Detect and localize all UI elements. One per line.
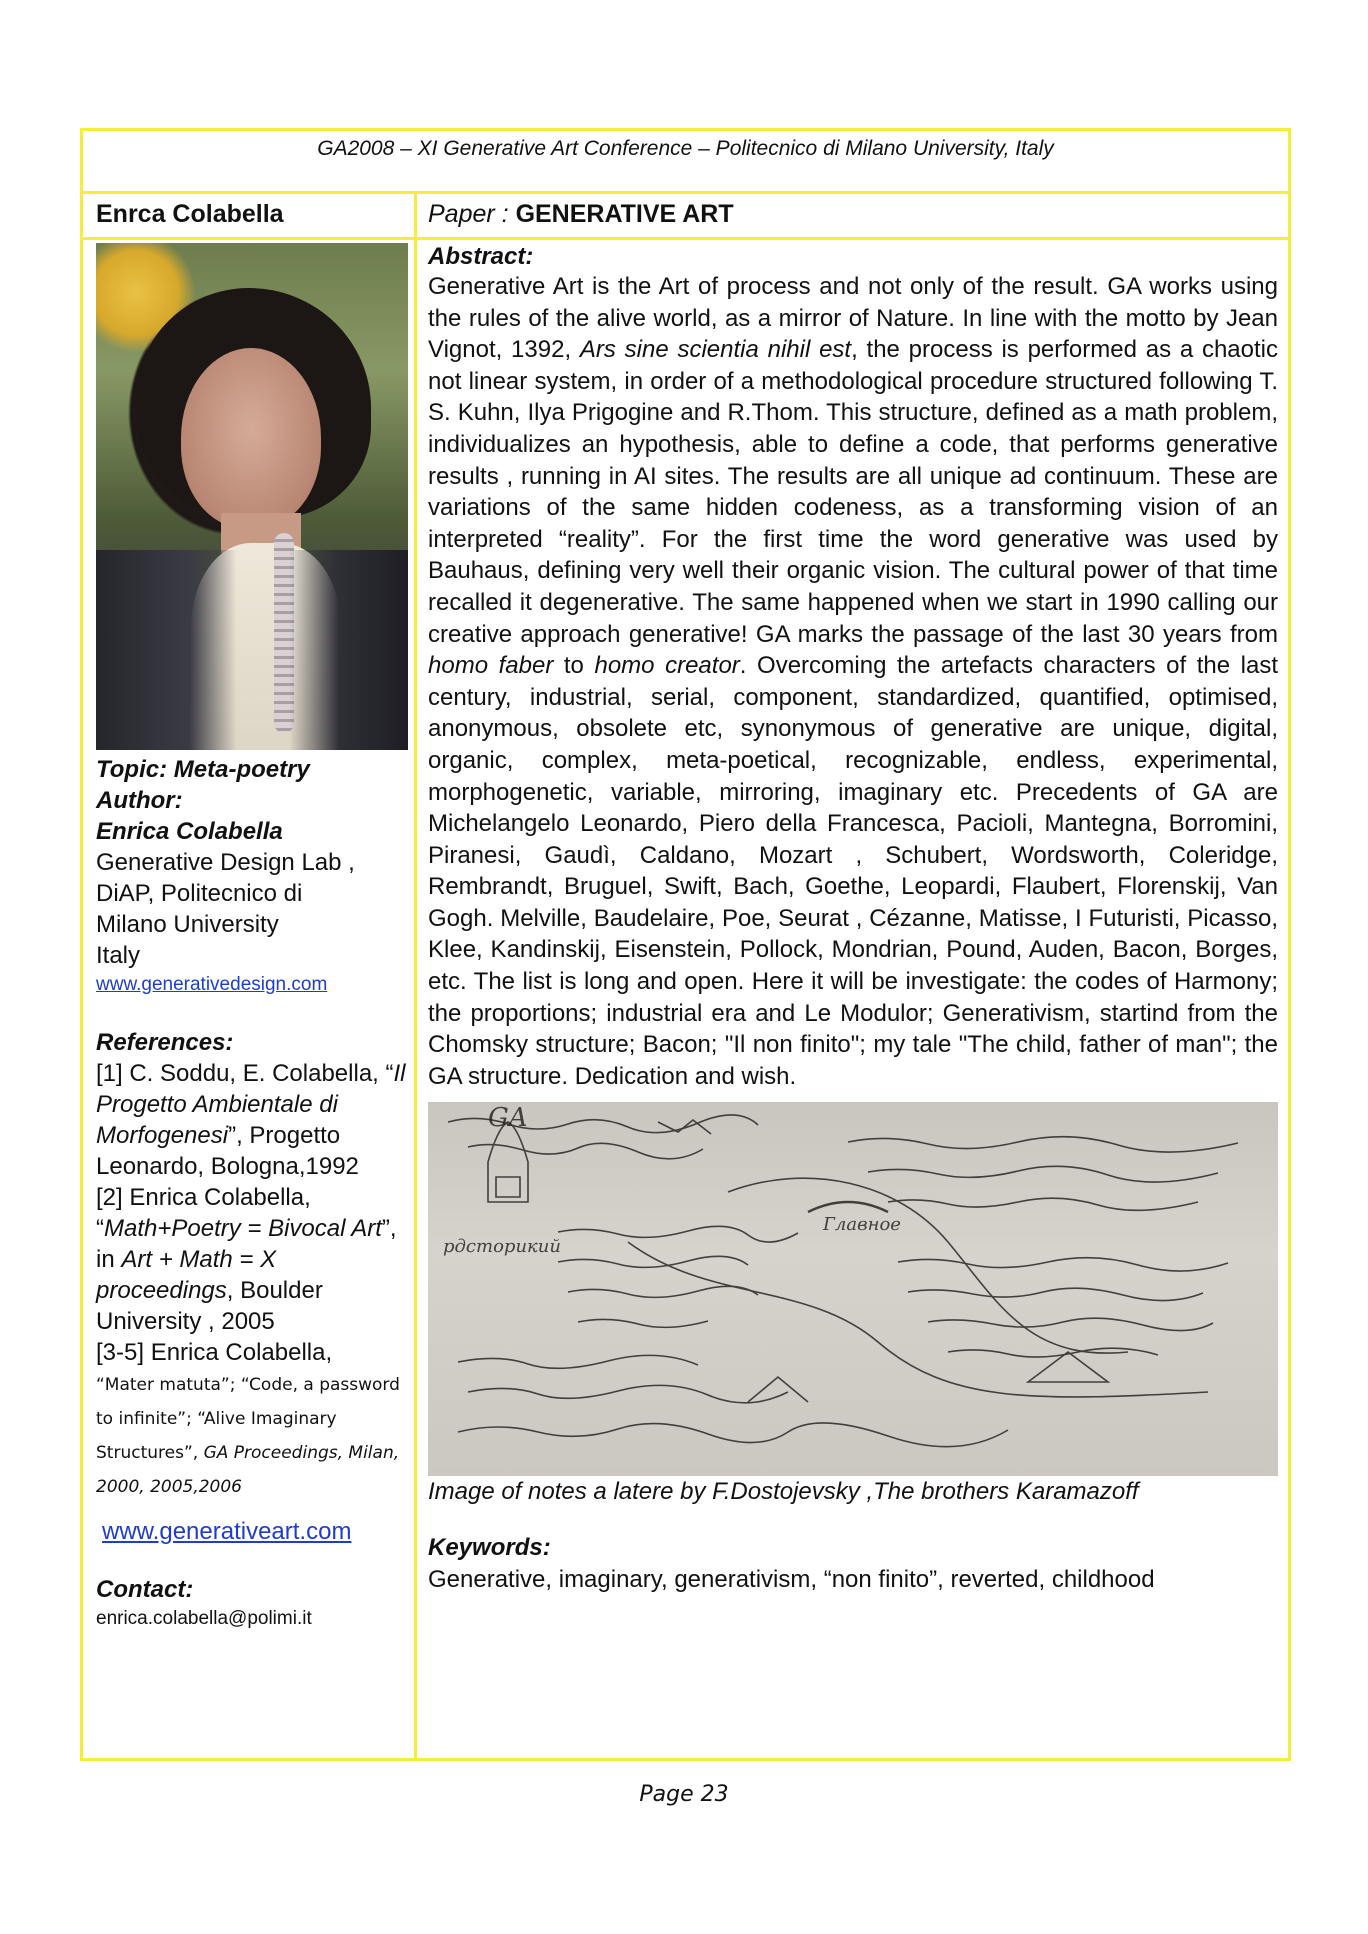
image-caption: Image of notes a latere by F.Dostojevsky ,The brothers Karamazoff	[428, 1478, 1139, 1506]
abstract-text: Ars sine scientia nihil est	[579, 336, 852, 364]
manuscript-image	[428, 1102, 1278, 1476]
keywords-heading: Keywords:	[428, 1534, 551, 1562]
affiliation-line: Italy	[96, 942, 141, 969]
contact-heading: Contact:	[96, 1576, 194, 1603]
svg-text:GA: GA	[488, 1103, 528, 1134]
author-label: Author:	[96, 787, 183, 814]
paper-title: GENERATIVE ART	[515, 200, 734, 228]
affiliation	[96, 847, 408, 971]
author-photo	[96, 243, 408, 750]
abstract-text: Generative Art is the Art of process and not only of the result. GA works using the rules of the alive world, as a mirror of Nature. In line with the motto by Jean Vignot, 1392,	[428, 273, 1278, 364]
author-name: Enrica Colabella	[96, 818, 283, 845]
page-table	[80, 128, 1291, 1761]
generativeart-link[interactable]: www.generativeart.com	[102, 1518, 352, 1545]
affiliation-line: DiAP, Politecnico di	[96, 880, 303, 907]
keywords-text: Generative, imaginary, generativism, “non finito”, reverted, childhood	[428, 1566, 1155, 1594]
column-divider	[414, 194, 417, 1758]
svg-text:Главное: Главное	[823, 1214, 901, 1236]
affiliation-line: Generative Design Lab ,	[96, 849, 355, 876]
topic-label: Topic: Meta-poetry	[96, 756, 310, 783]
reference-3: [3-5] Enrica Colabella, “Mater matuta”; “Code, a password to infinite”; “Alive Imaginary Structures”, GA Proceedings, Milan, 2000, 2005,2006	[96, 1339, 400, 1497]
affiliation-line: Milano University	[96, 911, 279, 938]
reference-1: [1] C. Soddu, E. Colabella, “Il Progetto Ambientale di Morfogenesi”, Progetto Leonardo, Bologna,1992	[96, 1060, 406, 1180]
abstract-text: to	[553, 652, 595, 680]
abstract-text: homo faber	[428, 652, 554, 680]
references-heading: References:	[96, 1029, 234, 1056]
author-heading: Enrca Colabella	[96, 200, 284, 228]
reference-2: [2] Enrica Colabella, “Math+Poetry = Bivocal Art”, in Art + Math = X proceedings, Boulder University , 2005	[96, 1184, 397, 1335]
abstract-text: homo creator	[594, 652, 740, 680]
abstract-heading: Abstract:	[428, 243, 534, 270]
conference-header: GA2008 – XI Generative Art Conference – Politecnico di Milano University, Italy	[83, 131, 1288, 194]
abstract-body	[428, 271, 1278, 1092]
svg-text:рдсторикий: рдсторикий	[443, 1236, 561, 1258]
references-list	[96, 1058, 408, 1504]
abstract-text: . Overcoming the artefacts characters of the last century, industrial, serial, component, standardized, quantified, optimised, anonymous, obsolete etc, synonymous of generative are unique, digital, organic, complex, meta-poetical, recognizable, endless, experimental, morphogenetic, variable, mirroring, imaginary etc. Precedents of GA are Michelangelo Leonardo, Piero della Francesca, Pacioli, Mantegna, Borromini, Piranesi, Gaudì, Caldano, Mozart , Schubert, Wordsworth, Coleridge, Rembrandt, Bruguel, Swift, Bach, Goethe, Leopardi, Flaubert, Florenskij, Van Gogh. Melville, Baudelaire, Poe, Seurat , Cézanne, Matisse, I Futuristi, Picasso, Klee, Kandinskij, Eisenstein, Pollock, Mondrian, Pound, Auden, Bacon, Borges, etc. The list is long and open. Here it will be investigate: the codes of Harmony; the proportions; industrial era and Le Modulor; Generativism, startind from the Chomsky structure; Bacon; "Il non finito"; my tale "The child, father of man"; the GA structure. Dedication and wish.	[428, 652, 1279, 1090]
paper-title-line	[428, 200, 734, 229]
left-column	[96, 243, 408, 1633]
contact-email: enrica.colabella@polimi.it	[96, 1608, 312, 1629]
right-column	[428, 243, 1278, 1596]
website-link[interactable]: www.generativedesign.com	[96, 974, 328, 995]
paper-prefix: Paper :	[428, 200, 516, 228]
page-number: Page 23	[639, 1782, 729, 1807]
abstract-text: , the process is performed as a chaotic not linear system, in order of a methodological procedure structured following T. S. Kuhn, Ilya Prigogine and R.Thom. This structure, defined as a math problem, individualizes an hypothesis, able to define a code, that performs generative results , running in AI sites. The results are all unique ad continuum. These are variations of the same hidden codeness, as a transforming vision of an interpreted “reality”. For the first time the word generative was used by Bauhaus, defining very well their organic vision. The cultural power of that time recalled it degenerative. The same happened when we start in 1990 calling our creative approach generative! GA marks the passage of the last 30 years from	[428, 336, 1279, 648]
author-title-row	[83, 194, 1288, 240]
